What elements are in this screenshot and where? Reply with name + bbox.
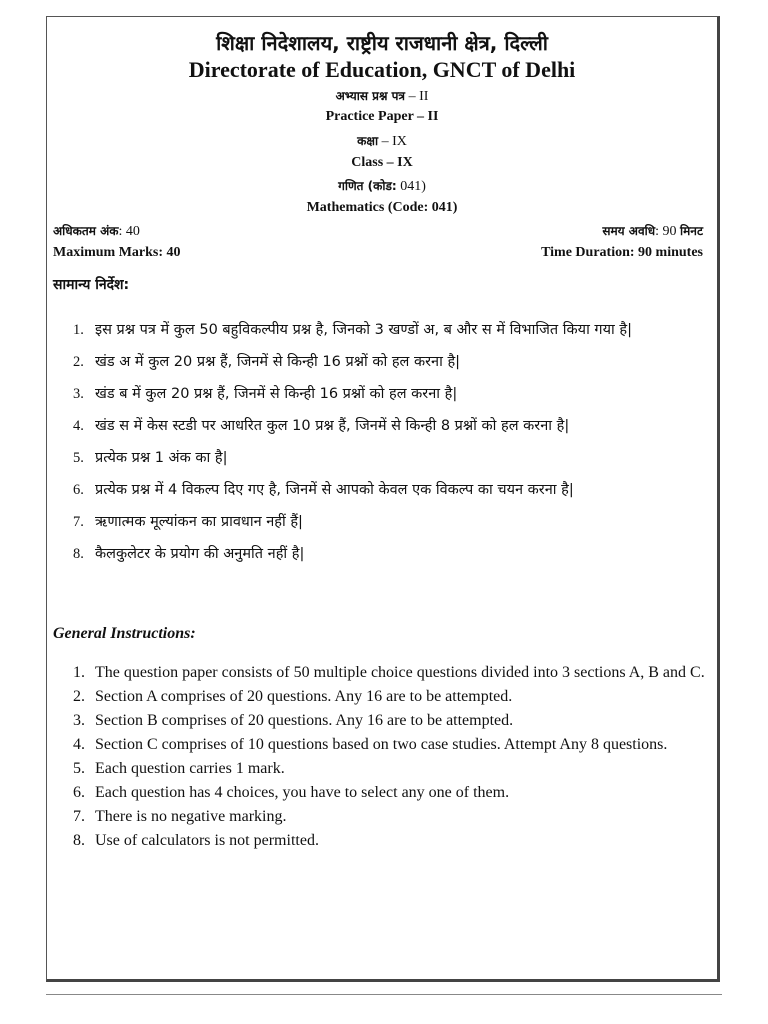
hindi-instructions-list (53, 314, 715, 570)
hindi-class-label: कक्षा (357, 134, 379, 148)
item-text: इस प्रश्न पत्र में कुल 50 बहुविकल्पीय प्रश्न है, जिनको 3 खण्डों अ, ब और स में विभाजित किया गया है| (95, 322, 632, 338)
footer-divider (46, 994, 722, 995)
hindi-subject-label: गणित (कोड: (338, 179, 397, 193)
hindi-time-duration (602, 222, 703, 240)
list-item (53, 757, 715, 781)
list-item (53, 506, 715, 538)
list-item (53, 685, 715, 709)
hindi-subject-code: 041) (396, 179, 426, 194)
list-item (53, 661, 715, 685)
item-number: 3. (73, 712, 85, 729)
hindi-max-value: : 40 (118, 224, 140, 239)
item-text: Section C comprises of 10 questions based on two case studies. Attempt Any 8 questions. (95, 736, 668, 753)
hindi-time-value: : 90 (655, 224, 680, 239)
list-item (53, 829, 715, 853)
hindi-subject-line (47, 177, 717, 195)
list-item (53, 538, 715, 570)
list-item (53, 346, 715, 378)
item-number: 8. (73, 832, 85, 849)
document-page (46, 16, 720, 982)
list-item (53, 378, 715, 410)
list-item (53, 474, 715, 506)
hindi-paper-num: – II (405, 89, 429, 104)
hindi-instructions-heading: सामान्य निर्देश: (53, 277, 130, 293)
item-text: There is no negative marking. (95, 808, 287, 825)
hindi-max-marks (53, 224, 140, 239)
english-marks-row (53, 245, 703, 261)
hindi-paper-label: अभ्यास प्रश्न पत्र (335, 89, 406, 103)
general-instructions-heading: General Instructions: (53, 625, 196, 642)
list-item (53, 410, 715, 442)
item-number: 6. (73, 482, 84, 498)
item-text: Each question carries 1 mark. (95, 760, 285, 777)
hindi-time-unit: मिनट (680, 224, 703, 238)
item-text: Each question has 4 choices, you have to select any one of them. (95, 784, 510, 801)
list-item (53, 805, 715, 829)
english-class-line: Class – IX (351, 155, 413, 170)
general-instructions-list (53, 661, 715, 853)
item-number: 2. (73, 354, 84, 370)
item-text: Use of calculators is not permitted. (95, 832, 319, 849)
item-number: 1. (73, 664, 85, 681)
item-number: 3. (73, 386, 84, 402)
item-number: 2. (73, 688, 85, 705)
list-item (53, 733, 715, 757)
item-text: प्रत्येक प्रश्न में 4 विकल्प दिए गए है, जिनमें से आपको केवल एक विकल्प का चयन करना है| (95, 482, 574, 498)
hindi-paper-line (47, 87, 717, 105)
item-number: 8. (73, 546, 84, 562)
english-paper-line: Practice Paper – II (325, 109, 439, 124)
hindi-time-label: समय अवधि (602, 224, 656, 238)
item-number: 4. (73, 736, 85, 753)
item-text: खंड अ में कुल 20 प्रश्न हैं, जिनमें से किन्ही 16 प्रश्नों को हल करना है| (95, 354, 461, 370)
item-number: 1. (73, 322, 84, 338)
item-text: कैलकुलेटर के प्रयोग की अनुमति नहीं है| (95, 546, 305, 562)
item-number: 7. (73, 514, 84, 530)
english-time-duration: Time Duration: 90 minutes (541, 245, 703, 260)
hindi-class-num: – IX (378, 134, 407, 149)
item-number: 5. (73, 760, 85, 777)
hindi-max-label: अधिकतम अंक (53, 224, 119, 238)
item-text: खंड स में केस स्टडी पर आधरित कुल 10 प्रश्न हैं, जिनमें से किन्ही 8 प्रश्नों को हल करना है| (95, 418, 570, 434)
item-text: ऋणात्मक मूल्यांकन का प्रावधान नहीं हैं| (95, 514, 303, 530)
list-item (53, 442, 715, 474)
item-number: 4. (73, 418, 84, 434)
english-org-title: Directorate of Education, GNCT of Delhi (188, 57, 576, 82)
item-text: Section B comprises of 20 questions. Any 16 are to be attempted. (95, 712, 514, 729)
item-number: 5. (73, 450, 84, 466)
hindi-class-line (47, 132, 717, 150)
english-subject-line: Mathematics (Code: 041) (306, 200, 458, 215)
item-text: खंड ब में कुल 20 प्रश्न हैं, जिनमें से किन्ही 16 प्रश्नों को हल करना है| (95, 386, 458, 402)
item-number: 7. (73, 808, 85, 825)
hindi-org-title: शिक्षा निदेशालय, राष्ट्रीय राजधानी क्षेत्र, दिल्ली (216, 31, 548, 55)
list-item (53, 781, 715, 805)
list-item (53, 709, 715, 733)
item-text: Section A comprises of 20 questions. Any 16 are to be attempted. (95, 688, 513, 705)
item-text: The question paper consists of 50 multiple choice questions divided into 3 sections A, B and C. (95, 664, 705, 681)
item-text: प्रत्येक प्रश्न 1 अंक का है| (95, 450, 228, 466)
english-max-marks: Maximum Marks: 40 (53, 245, 181, 260)
item-number: 6. (73, 784, 85, 801)
hindi-marks-row (53, 222, 703, 240)
list-item (53, 314, 715, 346)
